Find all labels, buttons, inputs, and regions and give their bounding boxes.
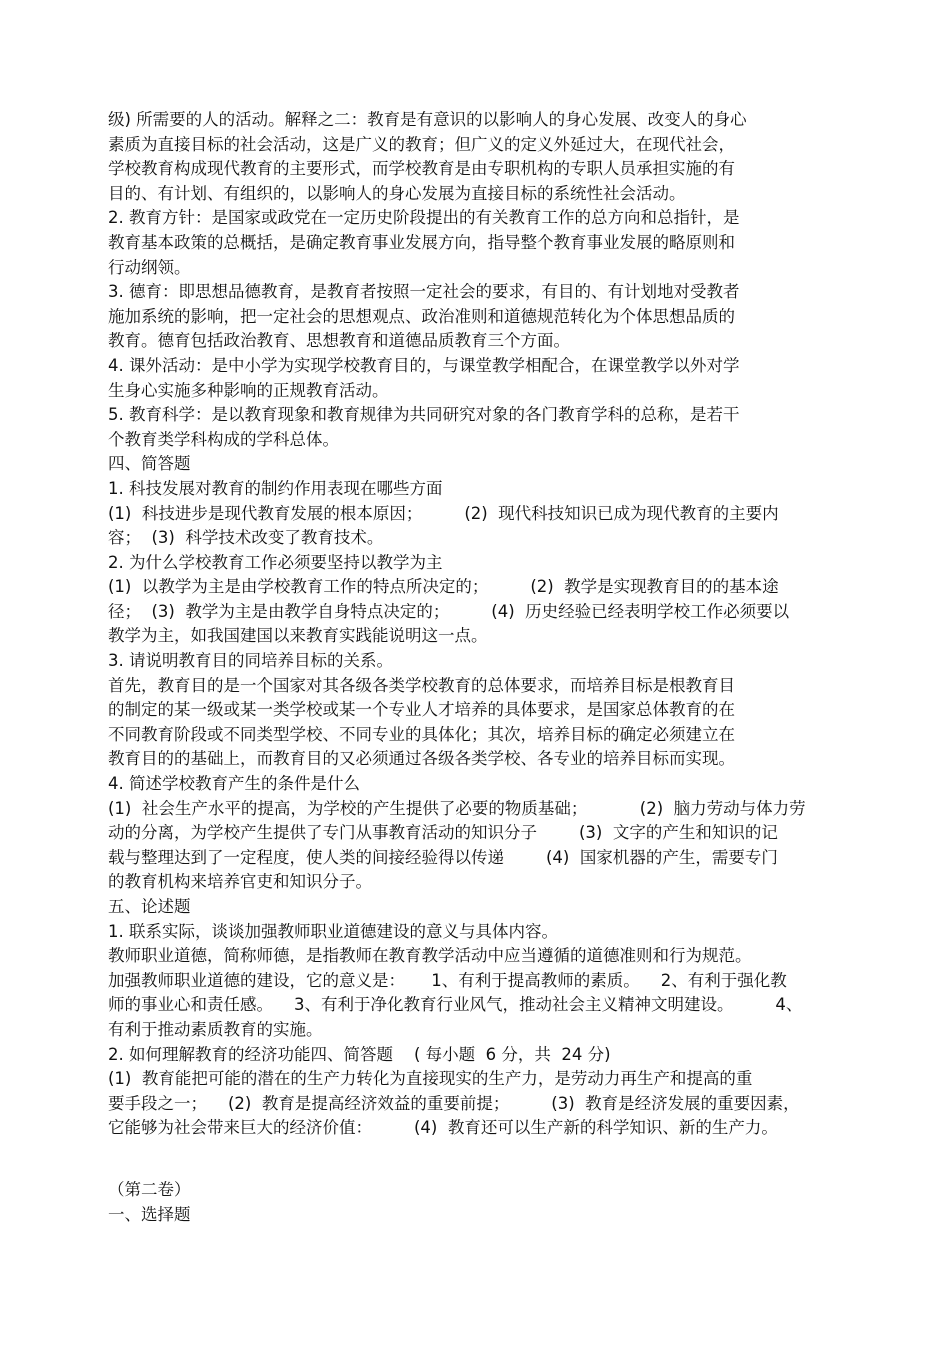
document-body — [108, 108, 848, 1141]
text-line: 1. 科技发展对教育的制约作用表现在哪些方面 — [108, 478, 443, 498]
text-line: 载与整理达到了一定程度，使人类的间接经验得以传递 (4) 国家机器的产生，需要专门 — [108, 847, 778, 867]
text-line: 四、简答题 — [108, 454, 191, 474]
text-line: 5. 教育科学：是以教育现象和教育规律为共同研究对象的各门教育学科的总称，是若干 — [108, 405, 740, 425]
text-line: 4. 简述学校教育产生的条件是什么 — [108, 774, 360, 794]
text-line: 素质为直接目标的社会活动，这是广义的教育；但广义的定义外延过大，在现代社会， — [108, 134, 735, 154]
text-line: 师的事业心和责任感。 3、有利于净化教育行业风气，推动社会主义精神文明建设。 4、 — [108, 995, 803, 1015]
text-line: 级) 所需要的人的活动。解释之二：教育是有意识的以影响人的身心发展、改变人的身心 — [108, 110, 747, 129]
text-line: 教育目的的基础上，而教育目的又必须通过各级各类学校、各专业的培养目标而实现。 — [108, 749, 735, 769]
text-line: 教师职业道德，简称师德，是指教师在教育教学活动中应当遵循的道德准则和行为规范。 — [108, 946, 752, 966]
text-line: 要手段之一； (2) 教育是提高经济效益的重要前提； (3) 教育是经济发展的重要因素， — [108, 1093, 800, 1113]
block-q4-1 — [108, 477, 848, 551]
block-def-1-end — [108, 108, 848, 206]
text-line: (1) 科技进步是现代教育发展的根本原因； (2) 现代科技知识已成为现代教育的主要内 — [108, 503, 779, 523]
text-line: 3. 德育：即思想品德教育，是教育者按照一定社会的要求，有目的、有计划地对受教者 — [108, 282, 740, 302]
text-line: 径； (3) 教学为主是由教学自身特点决定的； (4) 历史经验已经表明学校工作必须要以 — [108, 601, 790, 621]
text-line: 它能够为社会带来巨大的经济价值： (4) 教育还可以生产新的科学知识、新的生产力。 — [108, 1118, 778, 1138]
text-line: 生身心实施多种影响的正规教育活动。 — [108, 380, 389, 400]
block-def-5 — [108, 403, 848, 452]
text-line: 个教育类学科构成的学科总体。 — [108, 429, 339, 449]
section-gap — [108, 1141, 848, 1178]
text-line: (1) 以教学为主是由学校教育工作的特点所决定的； (2) 教学是实现教育目的的基本途 — [108, 577, 779, 597]
text-line: 目的、有计划、有组织的，以影响人的身心发展为直接目标的系统性社会活动。 — [108, 183, 686, 203]
section-heading-choice: 一、选择题 — [108, 1204, 191, 1224]
text-line: 4. 课外活动：是中小学为实现学校教育目的，与课堂教学相配合，在课堂教学以外对学 — [108, 355, 740, 375]
block-section-4-heading — [108, 452, 848, 477]
text-line: (1) 教育能把可能的潜在的生产力转化为直接现实的生产力，是劳动力再生产和提高的重 — [108, 1069, 753, 1089]
text-line: 加强教师职业道德的建设，它的意义是： 1、有利于提高教师的素质。 2、有利于强化教 — [108, 970, 787, 990]
text-line: 容； (3) 科学技术改变了教育技术。 — [108, 528, 384, 548]
text-line: 不同教育阶段或不同类型学校、不同专业的具体化；其次，培养目标的确定必须建立在 — [108, 724, 735, 744]
text-line: 的制定的某一级或某一类学校或某一个专业人才培养的具体要求，是国家总体教育的在 — [108, 700, 735, 720]
text-line: 行动纲领。 — [108, 257, 191, 277]
block-def-2 — [108, 206, 848, 280]
text-line: 教育基本政策的总概括，是确定教育事业发展方向，指导整个教育事业发展的略原则和 — [108, 232, 735, 252]
block-q5-2 — [108, 1043, 848, 1141]
text-line: 2. 如何理解教育的经济功能四、简答题 ( 每小题 6 分，共 24 分) — [108, 1044, 611, 1064]
text-line: 教育。德育包括政治教育、思想教育和道德品质教育三个方面。 — [108, 331, 570, 351]
text-line: 首先，教育目的是一个国家对其各级各类学校教育的总体要求，而培养目标是根教育目 — [108, 675, 735, 695]
text-line: 教学为主，如我国建国以来教育实践能说明这一点。 — [108, 626, 488, 646]
text-line: 施加系统的影响，把一定社会的思想观点、政治准则和道德规范转化为个体思想品质的 — [108, 306, 735, 326]
block-q4-3 — [108, 649, 848, 772]
document-page — [108, 108, 848, 1227]
block-def-4 — [108, 354, 848, 403]
block-q4-4 — [108, 772, 848, 895]
text-line: 2. 为什么学校教育工作必须要坚持以教学为主 — [108, 552, 443, 572]
block-q5-1 — [108, 920, 848, 1043]
text-line: 动的分离，为学校产生提供了专门从事教育活动的知识分子 (3) 文字的产生和知识的记 — [108, 823, 778, 843]
block-q4-2 — [108, 551, 848, 649]
text-line: (1) 社会生产水平的提高，为学校的产生提供了必要的物质基础； (2) 脑力劳动与体力劳 — [108, 798, 806, 818]
text-line: 有利于推动素质教育的实施。 — [108, 1019, 323, 1039]
block-def-3 — [108, 280, 848, 354]
text-line: 3. 请说明教育目的同培养目标的关系。 — [108, 651, 393, 671]
text-line: 的教育机构来培养官吏和知识分子。 — [108, 872, 372, 892]
block-section-5-heading — [108, 895, 848, 920]
text-line: 1. 联系实际，谈谈加强教师职业道德建设的意义与具体内容。 — [108, 921, 558, 941]
text-line: 五、论述题 — [108, 897, 191, 916]
text-line: 2. 教育方针：是国家或政党在一定历史阶段提出的有关教育工作的总方向和总指针，是 — [108, 208, 740, 228]
volume-label: （第二卷） — [108, 1179, 191, 1199]
text-line: 学校教育构成现代教育的主要形式，而学校教育是由专职机构的专职人员承担实施的有 — [108, 159, 735, 179]
